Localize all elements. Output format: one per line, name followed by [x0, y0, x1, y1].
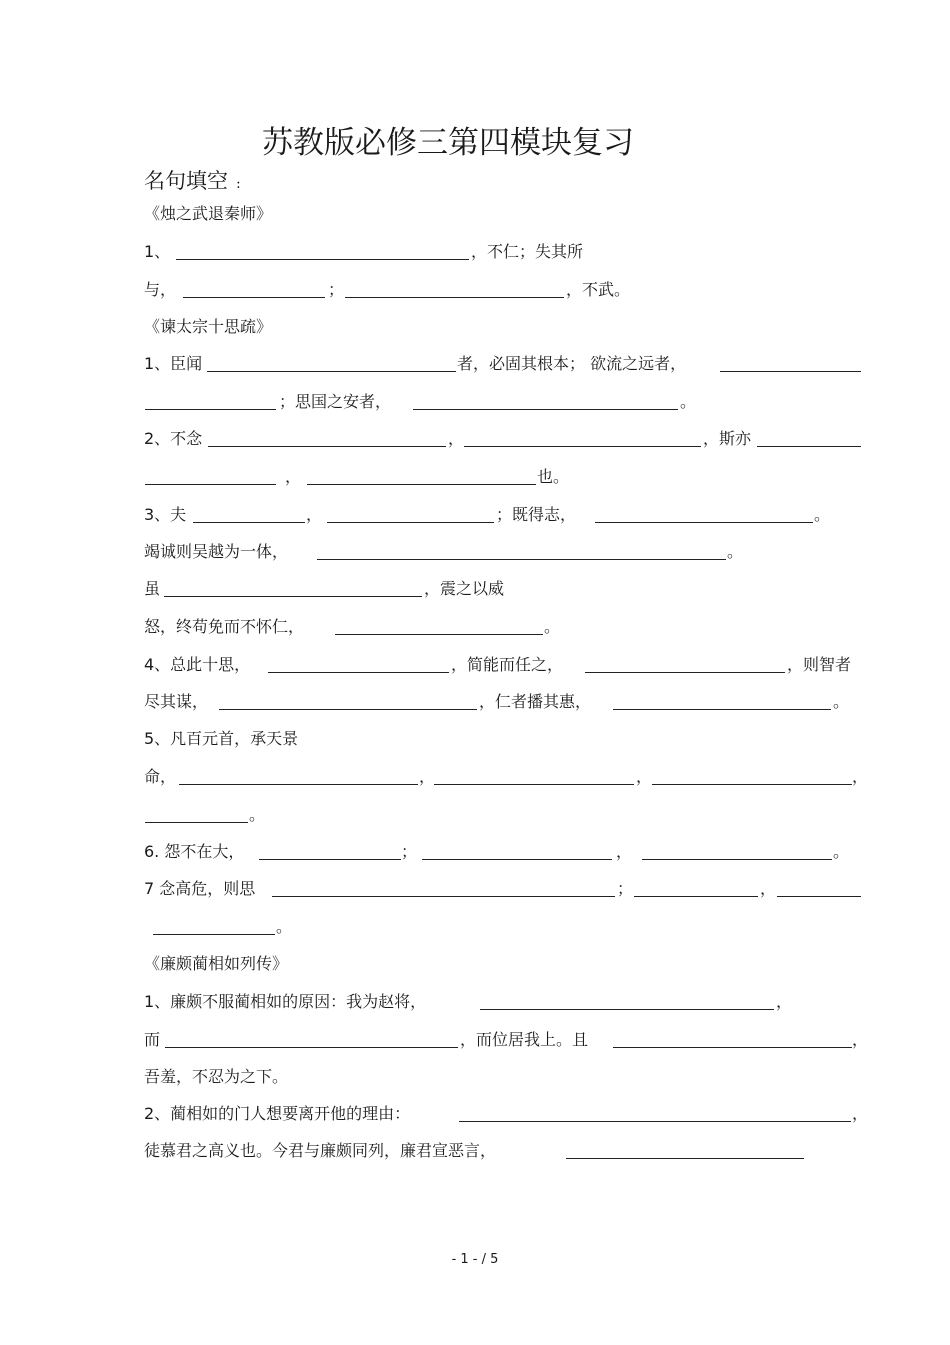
fill-in-blank[interactable] [335, 634, 543, 635]
page-number: - 1 - / 5 [451, 1252, 499, 1267]
fill-in-blank[interactable] [183, 297, 325, 298]
line-text: ； [401, 842, 418, 861]
line-text: 1、臣闻 [144, 354, 203, 373]
fill-in-blank[interactable] [145, 822, 248, 823]
fill-in-blank[interactable] [345, 297, 564, 298]
fill-in-blank[interactable] [327, 522, 494, 523]
section-heading [144, 168, 241, 197]
fill-in-blank[interactable] [595, 522, 813, 523]
fill-in-blank[interactable] [480, 1009, 774, 1010]
line-text: 。 [249, 805, 266, 824]
line-text: 。 [833, 692, 850, 711]
line-text: ， [852, 1030, 869, 1049]
fill-in-blank[interactable] [307, 484, 536, 485]
line-text: ， [419, 767, 436, 786]
line-text: ， [760, 879, 777, 898]
fill-in-blank[interactable] [642, 859, 832, 860]
line-text: 6. 怨不在大， [144, 842, 245, 861]
line-text: ， [285, 467, 302, 486]
line-text: ，斯亦 [703, 429, 752, 448]
fill-in-blank[interactable] [259, 859, 401, 860]
line-text: ， [306, 505, 323, 524]
line-text: 。 [544, 617, 561, 636]
line-text: 尽其谋， [144, 692, 209, 711]
line-text: ； [328, 280, 345, 299]
line-text: 者，必固其根本； 欲流之远者， [457, 354, 687, 373]
section-heading-colon: : [236, 176, 241, 192]
line-text: 。 [833, 842, 850, 861]
fill-in-blank[interactable] [272, 896, 615, 897]
line-text: 而 [144, 1030, 161, 1049]
line-text: ，不武。 [566, 280, 631, 299]
line-text: 7 念高危，则思 [144, 879, 256, 898]
line-text: 。 [276, 917, 293, 936]
page-title: 苏教版必修三第四模块复习 [262, 125, 634, 161]
line-text: 也。 [537, 467, 570, 486]
fill-in-blank[interactable] [219, 709, 477, 710]
line-text: 。 [814, 505, 831, 524]
line-text: ，则智者 [787, 655, 852, 674]
line-text: ， [852, 1104, 869, 1123]
line-text: ， [636, 767, 653, 786]
line-text: 竭诚则吴越为一体， [144, 542, 289, 561]
line-text: 《廉颇蔺相如列传》 [144, 954, 289, 973]
fill-in-blank[interactable] [179, 784, 418, 785]
fill-in-blank[interactable] [176, 259, 469, 260]
fill-in-blank[interactable] [145, 484, 276, 485]
line-text: 吾羞，不忍为之下。 [144, 1067, 289, 1086]
line-text: 2、蔺相如的门人想要离开他的理由： [144, 1104, 411, 1123]
fill-in-blank[interactable] [317, 559, 726, 560]
line-text: 命， [144, 767, 177, 786]
line-text: ， [616, 842, 633, 861]
line-text: 2、不念 [144, 429, 203, 448]
line-text: ， [776, 992, 793, 1011]
line-text: ；思国之安者， [279, 392, 392, 411]
line-text: 1、廉颇不服蔺相如的原因：我为赵将， [144, 992, 427, 1011]
fill-in-blank[interactable] [720, 371, 861, 372]
fill-in-blank[interactable] [153, 934, 275, 935]
line-text: ，而位居我上。且 [460, 1030, 589, 1049]
fill-in-blank[interactable] [464, 446, 701, 447]
line-text: 与， [144, 280, 177, 299]
fill-in-blank[interactable] [413, 409, 678, 410]
line-text: ， [448, 429, 465, 448]
section-heading-text: 名句填空 [144, 169, 228, 193]
fill-in-blank[interactable] [566, 1158, 804, 1159]
fill-in-blank[interactable] [208, 446, 446, 447]
line-text: 5、凡百元首，承天景 [144, 729, 299, 748]
fill-in-blank[interactable] [757, 446, 861, 447]
fill-in-blank[interactable] [613, 1047, 852, 1048]
fill-in-blank[interactable] [207, 371, 456, 372]
fill-in-blank[interactable] [165, 1047, 458, 1048]
line-text: 3、夫 [144, 505, 187, 524]
fill-in-blank[interactable] [422, 859, 612, 860]
line-text: 虽 [144, 579, 161, 598]
fill-in-blank[interactable] [459, 1121, 851, 1122]
fill-in-blank[interactable] [434, 784, 634, 785]
fill-in-blank[interactable] [613, 709, 831, 710]
line-text: ， [852, 767, 869, 786]
fill-in-blank[interactable] [777, 896, 861, 897]
line-text: 1、 [144, 242, 171, 261]
line-text: ； [617, 879, 634, 898]
fill-in-blank[interactable] [164, 596, 422, 597]
line-text: ，震之以威 [424, 579, 505, 598]
line-text: 《烛之武退秦师》 [144, 204, 273, 223]
line-text: 《谏太宗十思疏》 [144, 317, 273, 336]
fill-in-blank[interactable] [652, 784, 852, 785]
line-text: 怒，终苟免而不怀仁， [144, 617, 305, 636]
fill-in-blank[interactable] [145, 409, 276, 410]
line-text: ，仁者播其惠， [479, 692, 592, 711]
line-text: ，简能而任之， [451, 655, 564, 674]
line-text: ；既得志， [496, 505, 577, 524]
line-text: 。 [727, 542, 744, 561]
fill-in-blank[interactable] [268, 672, 449, 673]
fill-in-blank[interactable] [193, 522, 305, 523]
line-text: 。 [680, 392, 697, 411]
fill-in-blank[interactable] [585, 672, 785, 673]
line-text: 徒慕君之高义也。今君与廉颇同列，廉君宣恶言， [144, 1141, 497, 1160]
fill-in-blank[interactable] [634, 896, 758, 897]
line-text: 4、总此十思， [144, 655, 251, 674]
line-text: ，不仁；失其所 [471, 242, 584, 261]
